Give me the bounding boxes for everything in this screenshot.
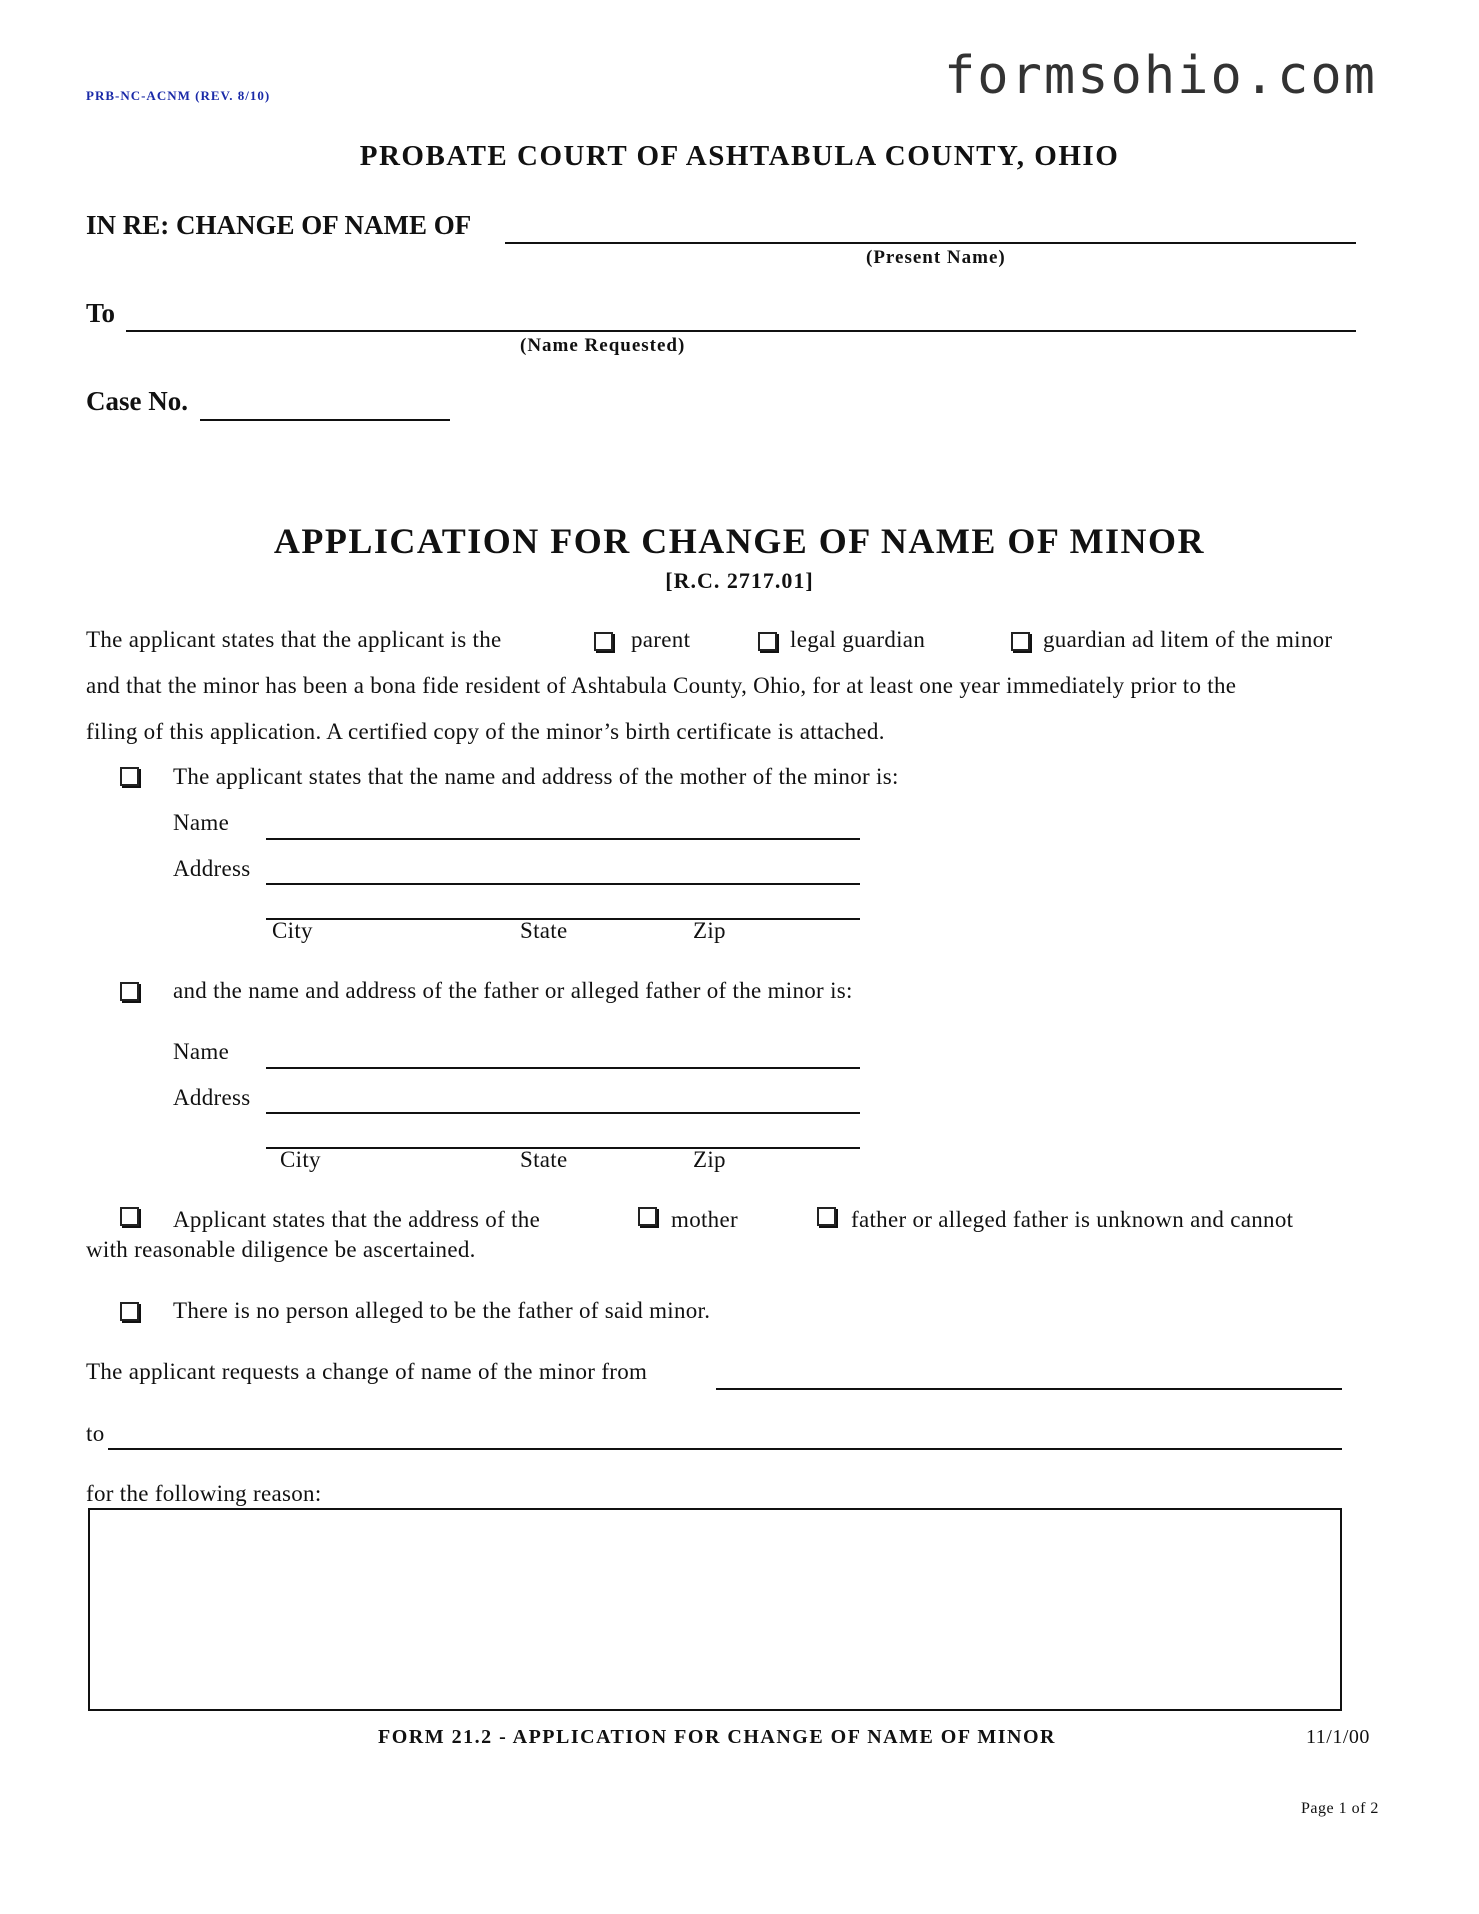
form-code: PRB-NC-ACNM (REV. 8/10) [86,88,271,103]
present-name-field[interactable] [505,242,1356,244]
footer-date: 11/1/00 [1306,1726,1370,1748]
father-name-label: Name [173,1039,230,1064]
page-number: Page 1 of 2 [1301,1800,1379,1817]
change-from-label: The applicant requests a change of name of the minor from [86,1359,648,1384]
mother-info-checkbox[interactable] [120,767,139,786]
name-requested-label: (Name Requested) [520,335,686,356]
guardian-ad-litem-option-label: guardian ad litem of the minor [1043,627,1333,652]
change-from-field[interactable] [716,1388,1342,1390]
applicant-role-lead: The applicant states that the applicant is the [86,627,502,652]
mother-city-label: City [272,918,313,943]
change-to-label: to [86,1421,105,1446]
father-zip-label: Zip [693,1147,726,1172]
mother-address-label: Address [173,856,251,881]
unknown-mother-checkbox[interactable] [638,1207,657,1226]
father-name-field[interactable] [266,1067,860,1069]
mother-statement: The applicant states that the name and address of the mother of the minor is: [173,764,899,789]
unknown-address-checkbox[interactable] [120,1207,139,1226]
legal-guardian-checkbox[interactable] [758,632,777,651]
document-title: APPLICATION FOR CHANGE OF NAME OF MINOR [273,521,1206,561]
case-no-field[interactable] [200,419,450,421]
in-re-label: IN RE: CHANGE OF NAME OF [86,210,472,240]
guardian-ad-litem-checkbox[interactable] [1011,632,1030,651]
mother-address-field[interactable] [266,883,860,885]
parent-option-label: parent [631,627,691,652]
mother-name-field[interactable] [266,838,860,840]
reason-text-box[interactable] [88,1508,1342,1711]
unknown-address-lead: Applicant states that the address of the [173,1207,541,1232]
footer-form-title: FORM 21.2 - APPLICATION FOR CHANGE OF NAME OF MINOR [378,1726,1056,1748]
father-city-label: City [280,1147,321,1172]
unknown-address-continuation: with reasonable diligence be ascertained. [86,1237,476,1262]
parent-checkbox[interactable] [594,632,613,651]
legal-guardian-option-label: legal guardian [790,627,926,652]
mother-zip-label: Zip [693,918,726,943]
father-statement: and the name and address of the father or alleged father of the minor is: [173,978,853,1003]
father-info-checkbox[interactable] [120,982,139,1001]
reason-label: for the following reason: [86,1481,322,1506]
present-name-label: (Present Name) [866,247,1006,268]
watermark: formsohio.com [944,46,1377,106]
mother-name-label: Name [173,810,230,835]
father-state-label: State [520,1147,568,1172]
no-father-checkbox[interactable] [120,1302,139,1321]
father-address-field[interactable] [266,1112,860,1114]
case-no-label: Case No. [86,386,188,416]
residency-statement: and that the minor has been a bona fide resident of Ashtabula County, Ohio, for at least one year immediately prior to the [86,673,1237,698]
unknown-father-option-label: father or alleged father is unknown and cannot [851,1207,1294,1232]
mother-state-label: State [520,918,568,943]
birth-certificate-statement: filing of this application. A certified copy of the minor’s birth certificate is attached. [86,719,885,744]
unknown-mother-option-label: mother [671,1207,738,1232]
no-father-statement: There is no person alleged to be the father of said minor. [173,1298,711,1323]
statute-reference: [R.C. 2717.01] [665,568,814,593]
name-requested-field[interactable] [126,330,1356,332]
change-to-field[interactable] [108,1448,1342,1450]
father-address-label: Address [173,1085,251,1110]
court-title: PROBATE COURT OF ASHTABULA COUNTY, OHIO [359,140,1120,172]
unknown-father-checkbox[interactable] [817,1207,836,1226]
to-label: To [86,298,116,328]
